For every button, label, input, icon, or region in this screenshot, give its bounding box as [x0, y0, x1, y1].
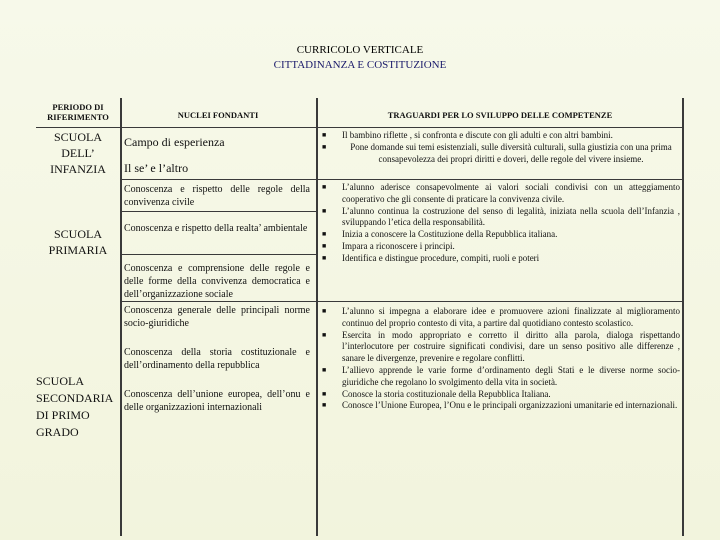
primaria-traguardi-list	[320, 182, 680, 265]
traguardo-text: L’alunno aderisce consapevolmente ai valori sociali condivisi con un atteggiamento cooperativo che gli consente di praticare la convivenza civile.	[342, 182, 680, 204]
row-divider-header	[36, 127, 684, 128]
level-infanzia-line1: SCUOLA	[53, 130, 102, 144]
primaria-nucleo-regole: Conoscenza e rispetto delle regole della convivenza civile	[124, 184, 310, 208]
header-periodo-line1: PERIODO DI	[52, 102, 104, 112]
traguardo-text: L’allievo apprende le varie forme d’ordinamento degli Stati e le diverse norme socio-giuridiche che regolano lo svolgimento della vita in società.	[342, 364, 680, 387]
secondaria-nucleo-norme: Conoscenza generale delle principali norme socio-giuridiche	[124, 305, 310, 329]
traguardo-text: Conosce la storia costituzionale della Repubblica Italiana.	[342, 388, 551, 399]
infanzia-traguardi-list	[320, 130, 680, 165]
bullet-icon: ■	[322, 183, 327, 191]
header-periodo-line2: RIFERIMENTO	[47, 112, 109, 122]
secondaria-nucleo-europa: Conoscenza dell’unione europea, dell’onu e delle organizzazioni internazionali	[124, 389, 310, 413]
curriculum-table	[36, 98, 684, 536]
column-divider-2	[316, 98, 318, 536]
list-item	[320, 142, 680, 166]
list-item	[320, 330, 680, 365]
list-item	[320, 229, 680, 241]
level-secondaria-line2: SECONDARIA	[36, 391, 114, 405]
header-traguardi: TRAGUARDI PER LO SVILUPPO DELLE COMPETENZE	[387, 110, 613, 120]
traguardo-text: L’alunno si impegna a elaborare idee e promuovere azioni finalizzate al miglioramento continuo del proprio contesto di vita, a partire dal quotidiano contesto scolastico.	[342, 306, 680, 328]
traguardo-text: Pone domande sui temi esistenziali, sulle diversità culturali, sulla giustizia con una prima consapevolezza dei propri diritti e doveri, delle regole del vivere insieme.	[350, 141, 672, 164]
list-item	[320, 241, 680, 253]
header-nuclei: NUCLEI FONDANTI	[177, 110, 259, 120]
document-subtitle: CITTADINANZA E COSTITUZIONE	[273, 59, 447, 71]
column-divider-1	[120, 98, 122, 536]
level-infanzia-line3: INFANZIA	[50, 162, 106, 176]
row-divider-primaria-nucleo-2	[120, 254, 316, 255]
primaria-nucleo-democratica: Conoscenza e comprensione delle regole e delle forme della convivenza democratica e dell’organizzazione sociale	[124, 263, 310, 300]
bullet-icon: ■	[322, 307, 327, 315]
traguardo-text: Impara a riconoscere i principi.	[342, 240, 455, 251]
bullet-icon: ■	[322, 365, 327, 374]
infanzia-nucleo-se: Il se’ e l’altro	[124, 161, 189, 175]
bullet-icon: ■	[322, 131, 327, 139]
primaria-nucleo-ambientale: Conoscenza e rispetto della realta’ ambientale	[124, 223, 308, 234]
secondaria-nucleo-storia: Conoscenza della storia costituzionale e dell’ordinamento della repubblica	[124, 347, 310, 371]
row-divider-secondaria	[120, 301, 684, 302]
level-infanzia-line2: DELL’	[61, 146, 95, 160]
bullet-icon: ■	[322, 206, 327, 215]
list-item	[320, 130, 680, 142]
list-item	[320, 306, 680, 330]
list-item	[320, 400, 680, 412]
secondaria-traguardi-list	[320, 306, 680, 412]
bullet-icon: ■	[322, 230, 327, 239]
traguardo-text: L’alunno continua la costruzione del senso di legalità, iniziata nella scuola dell’Infanzia , sviluppando l’etica della responsabilità.	[342, 205, 680, 228]
traguardo-text: Conosce l’Unione Europea, l’Onu e le principali organizzazioni umanitarie ed internazionali.	[342, 400, 678, 411]
bullet-icon: ■	[322, 389, 327, 398]
bullet-icon: ■	[322, 253, 327, 262]
traguardo-text: Esercita in modo appropriato e corretto il diritto alla parola, dialoga rispettando l’interlocutore per costruire significati condivisi, dare un senso positivo alle differenze , sanare le divergenze, prevenire e regolare conflitti.	[342, 329, 680, 364]
bullet-icon: ■	[322, 142, 327, 151]
traguardo-text: Identifica e distingue procedure, compiti, ruoli e poteri	[342, 252, 540, 263]
row-divider-primaria	[120, 179, 684, 180]
list-item	[320, 206, 680, 230]
level-secondaria-line1: SCUOLA	[36, 374, 85, 388]
level-secondaria-line4: GRADO	[36, 425, 79, 439]
traguardo-text: Inizia a conoscere la Costituzione della Repubblica italiana.	[342, 229, 558, 240]
column-divider-3	[682, 98, 684, 536]
infanzia-nucleo-campo: Campo di esperienza	[124, 135, 225, 149]
bullet-icon: ■	[322, 401, 327, 410]
level-primaria-line1: SCUOLA	[53, 227, 102, 241]
traguardo-text: Il bambino riflette , si confronta e discute con gli adulti e con altri bambini.	[342, 130, 613, 140]
level-infanzia	[36, 129, 120, 177]
level-primaria-line2: PRIMARIA	[48, 243, 108, 257]
list-item	[320, 389, 680, 401]
bullet-icon: ■	[322, 330, 327, 339]
bullet-icon: ■	[322, 241, 327, 250]
list-item	[320, 253, 680, 265]
level-primaria	[36, 226, 120, 258]
document-title: CURRICOLO VERTICALE	[296, 44, 424, 56]
level-secondaria	[36, 373, 120, 441]
header-periodo	[36, 102, 120, 122]
list-item	[320, 365, 680, 389]
level-secondaria-line3: DI PRIMO	[36, 408, 90, 422]
row-divider-primaria-nucleo-1	[120, 211, 316, 212]
list-item	[320, 182, 680, 206]
